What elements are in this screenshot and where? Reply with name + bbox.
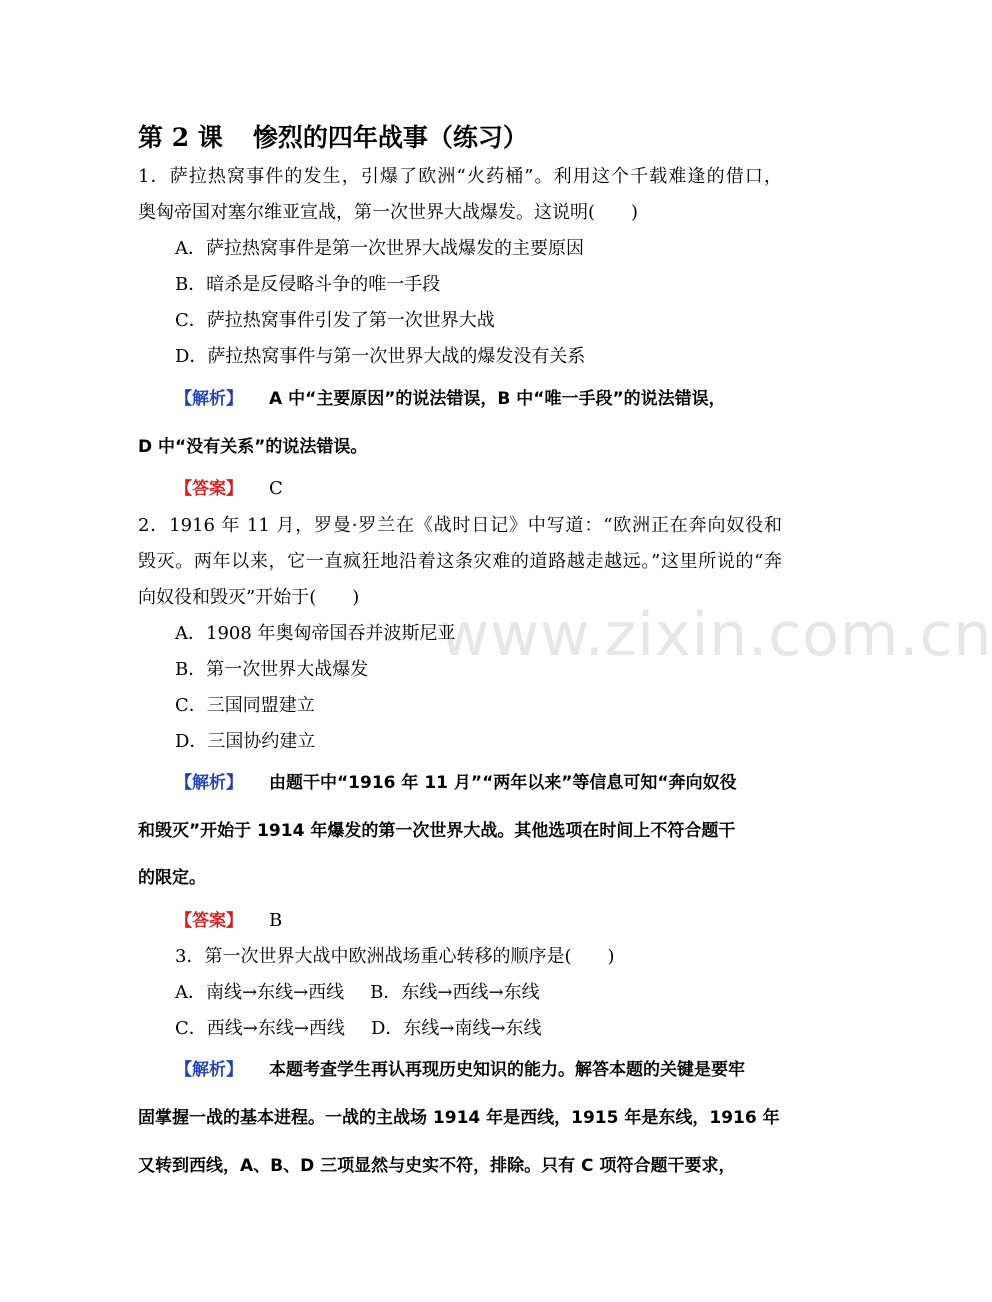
q1-answer: C [269,478,283,499]
q3-option-b: B．东线→西线→东线 [370,982,540,1003]
q3-analysis-line-3: 又转到西线，A、B、D 三项显然与史实不符，排除。只有 C 项符合题干要求， [138,1156,736,1176]
q1-stem-line-1: 1．萨拉热窝事件的发生，引爆了欧洲“火药桶”。利用这个千载难逢的借口， [138,166,782,187]
q1-option-c: C．萨拉热窝事件引发了第一次世界大战 [175,310,495,331]
page-title [138,118,528,154]
answer-label: 【答案】 [175,911,243,931]
q2-analysis-text: 由题干中“1916 年 11 月”“两年以来”等信息可知“奔向奴役 [269,773,737,793]
analysis-label: 【解析】 [175,389,243,409]
q3-analysis-line-1 [175,1055,745,1080]
q2-analysis-line-2: 和毁灭”开始于 1914 年爆发的第一次世界大战。其他选项在时间上不符合题干 [138,821,736,841]
watermark: www.zixin.com.cn [440,600,992,670]
q1-answer-line [175,474,283,499]
q2-stem-line-1: 2．1916 年 11 月，罗曼·罗兰在《战时日记》中写道：“欧洲正在奔向奴役和 [138,515,782,536]
lesson-number: 第 2 课 [138,123,223,152]
q2-option-c: C．三国同盟建立 [175,695,315,716]
q1-option-b: B．暗杀是反侵略斗争的唯一手段 [175,274,441,295]
q3-stem: 3．第一次世界大战中欧洲战场重心转移的顺序是( ) [175,946,615,967]
q2-stem-line-2: 毁灭。两年以来，它一直疯狂地沿着这条灾难的道路越走越远。”这里所说的“奔 [138,551,782,572]
q2-option-a: A．1908 年奥匈帝国吞并波斯尼亚 [175,623,456,644]
q1-option-d: D．萨拉热窝事件与第一次世界大战的爆发没有关系 [175,346,586,367]
analysis-label: 【解析】 [175,773,243,793]
lesson-name: 惨烈的四年战事（练习） [252,123,528,152]
q2-option-d: D．三国协约建立 [175,731,316,752]
q1-analysis-line-2: D 中“没有关系”的说法错误。 [138,437,368,457]
q3-analysis-text: 本题考查学生再认再现历史知识的能力。解答本题的关键是要牢 [269,1060,745,1080]
q3-options-row-2 [175,1014,542,1040]
q1-stem-line-2: 奥匈帝国对塞尔维亚宣战，第一次世界大战爆发。这说明( ) [138,202,639,223]
q3-option-c: C．西线→东线→西线 [175,1018,345,1039]
q2-analysis-line-1 [175,768,737,793]
answer-label: 【答案】 [175,479,243,499]
q1-analysis-text: A 中“主要原因”的说法错误，B 中“唯一手段”的说法错误， [269,389,726,409]
q2-analysis-line-3: 的限定。 [138,868,206,888]
q2-stem-line-3: 向奴役和毁灭”开始于( ) [138,587,360,608]
q2-answer-line [175,906,282,931]
analysis-label: 【解析】 [175,1060,243,1080]
q1-option-a: A．萨拉热窝事件是第一次世界大战爆发的主要原因 [175,238,584,259]
q3-analysis-line-2: 固掌握一战的基本进程。一战的主战场 1914 年是西线，1915 年是东线，1916 年 [138,1108,780,1128]
q2-answer: B [269,910,283,931]
q3-option-a: A．南线→东线→西线 [175,982,345,1003]
q2-option-b: B．第一次世界大战爆发 [175,659,369,680]
q3-option-d: D．东线→南线→东线 [370,1018,542,1039]
q1-analysis-line-1 [175,384,726,409]
q3-options-row-1 [175,978,540,1004]
